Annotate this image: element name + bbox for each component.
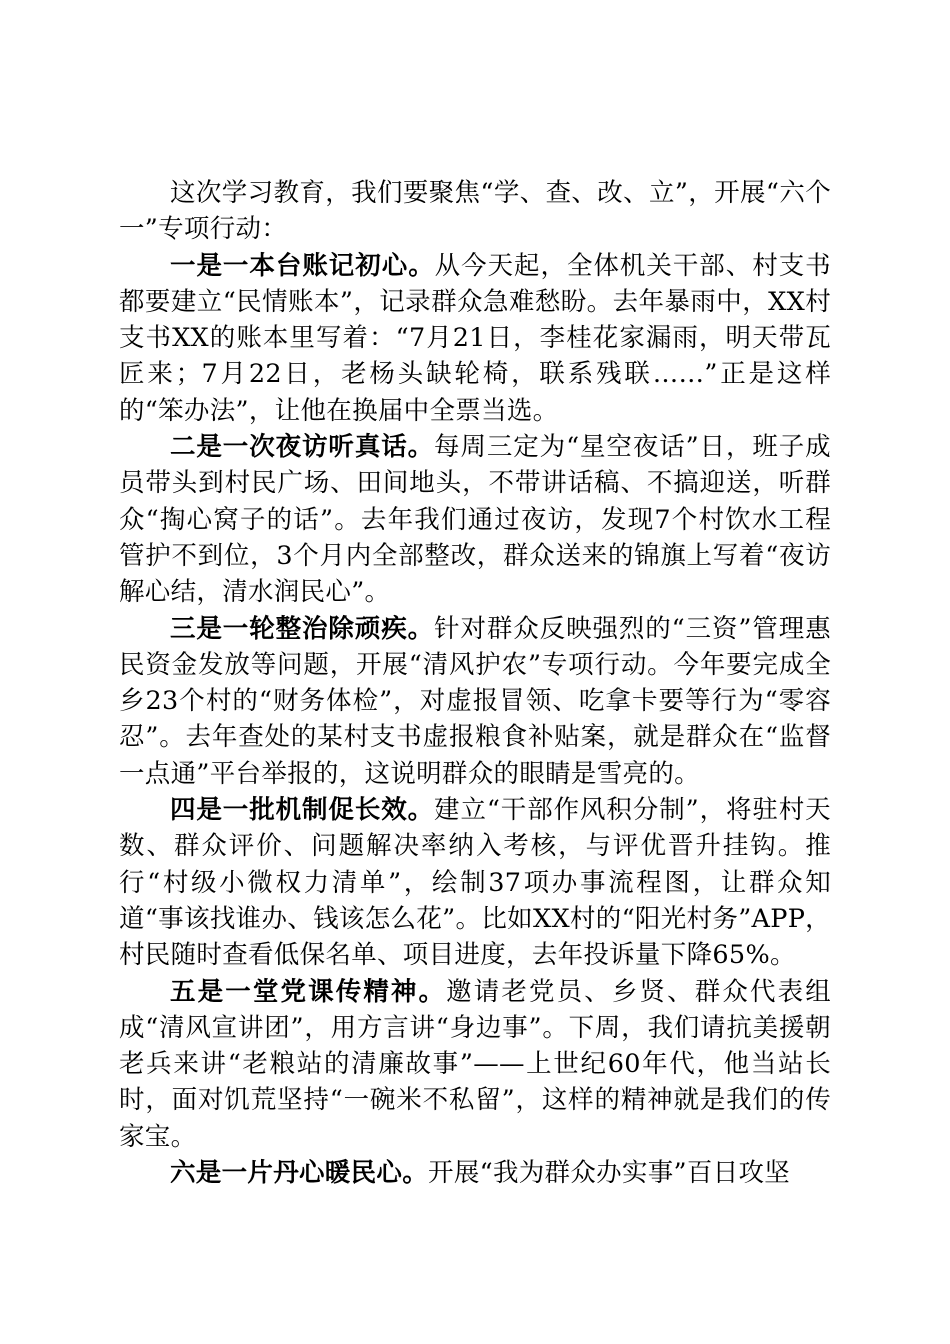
paragraph-text: 针对群众反映强烈的“三资”管理惠民资金发放等问题，开展“清风护农”专项行动。今年要完成全乡23个村的“财务体检”，对虚报冒领、吃拿卡要等行为“零容忍”。去年查处的某村支书虚报粮食补贴案，就是群众在“监督一点通”平台举报的，这说明群众的眼睛是雪亮的。 — [119, 613, 831, 789]
paragraph-item-6 — [119, 1155, 831, 1191]
paragraph-text: 从今天起，全体机关干部、村支书都要建立“民情账本”，记录群众急难愁盼。去年暴雨中，XX村支书XX的账本里写着：“7月21日，李桂花家漏雨，明天带瓦匠来；7月22日，老杨头缺轮椅，联系残联……”正是这样的“笨办法”，让他在换届中全票当选。 — [119, 250, 831, 426]
paragraph-lead: 三是一轮整治除顽疾。 — [170, 613, 435, 644]
paragraph-item-2 — [119, 429, 831, 610]
paragraph-item-3 — [119, 611, 831, 792]
paragraph-text: 每周三定为“星空夜话”日，班子成员带头到村民广场、田间地头，不带讲话稿、不搞迎送，听群众“掏心窝子的话”。去年我们通过夜访，发现7个村饮水工程管护不到位，3个月内全部整改，群众送来的锦旗上写着“夜访解心结，清水润民心”。 — [119, 432, 831, 608]
document-body — [119, 175, 831, 1191]
paragraph-item-1 — [119, 248, 831, 429]
paragraph-item-4 — [119, 792, 831, 973]
intro-paragraph — [119, 175, 831, 248]
paragraph-item-5 — [119, 974, 831, 1155]
paragraph-text: 邀请老党员、乡贤、群众代表组成“清风宣讲团”，用方言讲“身边事”。下周，我们请抗美援朝老兵来讲“老粮站的清廉故事”——上世纪60年代，他当站长时，面对饥荒坚持“一碗米不私留”，这样的精神就是我们的传家宝。 — [119, 976, 831, 1152]
paragraph-lead: 一是一本台账记初心。 — [170, 250, 435, 281]
paragraph-lead: 五是一堂党课传精神。 — [170, 976, 447, 1007]
paragraph-text: 建立“干部作风积分制”，将驻村天数、群众评价、问题解决率纳入考核，与评优晋升挂钩。推行“村级小微权力清单”，绘制37项办事流程图，让群众知道“事该找谁办、钱该怎么花”。比如XX村的“阳光村务”APP，村民随时查看低保名单、项目进度，去年投诉量下降65%。 — [119, 795, 831, 971]
paragraph-lead: 二是一次夜访听真话。 — [170, 432, 435, 463]
paragraph-text: 开展“我为群众办实事”百日攻坚 — [428, 1158, 791, 1189]
paragraph-text: 这次学习教育，我们要聚焦“学、查、改、立”，开展“六个一”专项行动： — [119, 178, 831, 245]
paragraph-lead: 六是一片丹心暖民心。 — [170, 1158, 429, 1189]
paragraph-lead: 四是一批机制促长效。 — [170, 795, 435, 826]
